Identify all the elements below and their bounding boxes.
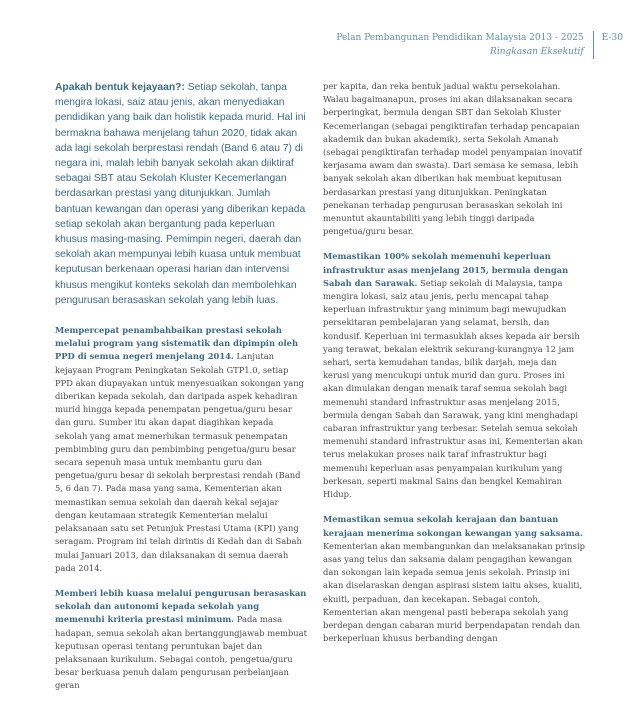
- paragraph-accelerate-school-improvement: [55, 324, 307, 575]
- paragraph-text: Kementerian akan membangunkan dan melaksanakan prinsip asas yang telus dan saksama dalam pengagihan kewangan dan sokongan lain kepada semua jenis sekolah. Prinsip ini akan diselaraskan dengan aspirasi sistem iaitu akses, kualiti, ekuiti, perpaduan, dan kecekapan. Sebagai contoh, Kementerian akan mengenal pasti beberapa sekolah yang berdepan dengan cabaran murid berpendapatan rendah dan berkeperluan khusus berbanding dengan: [323, 540, 585, 644]
- intro-heading: Apakah bentuk kejayaan?:: [55, 82, 185, 93]
- paragraph-equitable-funding: [323, 513, 585, 645]
- paragraph-lead: Memastikan semua sekolah kerajaan dan bantuan kerajaan menerima sokongan kewangan yang saksama.: [323, 514, 583, 538]
- paragraph-lead: Memastikan 100% sekolah memenuhi keperluan infrastruktur asas menjelang 2015, bermula dengan Sabah dan Sarawak.: [323, 251, 569, 288]
- paragraph-text: Pada masa hadapan, semua sekolah akan bertanggungjawab membuat keputusan operasi tentang peruntukan bajet dan pelaksanaan kurikulum. Sebagai contoh, pengetua/guru besar berkuasa penuh dalam pengurusan perbelanjaan geran: [55, 614, 308, 691]
- paragraph-school-based-management: [55, 587, 307, 693]
- paragraph-lead: Memberi lebih kuasa melalui pengurusan berasaskan sekolah dan autonomi kepada sekolah yang memenuhi kriteria prestasi minimum.: [55, 587, 307, 625]
- paragraph-text: Setiap sekolah di Malaysia, tanpa mengira lokasi, saiz atau jenis, perlu mencapai tahap keperluan infrastruktur yang minimum bagi mewujudkan persekitaran pembelajaran yang selamat, bersih, dan kondusif. Keperluan ini termasuklah akses kepada air bersih yang terawat, bekalan elektrik sekurang-kurangnya 12 jam sehari, serta kemudahan tandas, bilik darjah, meja dan kerusi yang mencukupi untuk murid dan guru. Proses ini akan dimulakan dengan menaik taraf semua sekolah bagi memenuhi standard infrastruktur asas menjelang 2015, bermula dengan Sabah dan Sarawak, yang kini menghadapi cabaran infrastruktur yang terbesar. Setelah semua sekolah memenuhi standard infrastruktur asas ini, Kementerian akan terus melakukan proses naik taraf infrastruktur bagi memenuhi keperluan asas penyampaian kurikulum yang berkesan, seperti makmal Sains dan bengkel Kemahiran Hidup.: [323, 277, 583, 500]
- right-column: [323, 80, 585, 657]
- header-text: [336, 31, 592, 59]
- paragraph-text: Lanjutan kejayaan Program Peningkatan Sekolah GTP1.0, setiap PPD akan diupayakan untuk menyesuaikan sokongan yang diberikan kepada sekolah, dan daripada aspek kehadiran murid hingga kepada penempatan pengetua/guru besar dan guru. Sumber itu akan dapat diagihkan kepada sekolah yang amat memerlukan termasuk penempatan pembimbing guru dan pembimbing pengetua/guru besar secara sepenuh masa untuk membantu guru dan pengetua/guru besar di sekolah berprestasi rendah (Band 5, 6 dan 7). Pada masa yang sama, Kementerian akan memastikan semua sekolah dan daerah kekal sejajar dengan keutamaan strategik Kementerian melalui pelaksanaan satu set Petunjuk Prestasi Utama (KPI) yang seragam. Program ini telah dirintis di Kedah dan di Sabah mulai Januari 2013, dan dilaksanakan di semua daerah pada 2014.: [55, 351, 304, 573]
- paragraph-text: per kapita, dan reka bentuk jadual waktu persekolahan. Walau bagaimanapun, proses ini akan dilaksanakan secara berperingkat, bermula dengan SBT dan Sekolah Kluster Kecemerlangan (sebagai pengiktirafan terhadap pencapaian akademik dan bukan akademik), serta Sekolah Amanah (sebagai pengiktirafan terhadap model penyampaian inovatif kerjasama awam dan swasta). Dari semasa ke semasa, lebih banyak sekolah akan diberikan hak membuat keputusan berdasarkan prestasi yang ditunjukkan. Peningkatan penekanan terhadap pengurusan berasaskan sekolah ini menuntut akauntabiliti yang lebih tinggi daripada pengetua/guru besar.: [323, 81, 582, 237]
- paragraph-lead: Mempercepat penambahbaikan prestasi sekolah melalui program yang sistematik dan dipimpin oleh PPD di semua negeri menjelang 2014.: [55, 325, 299, 362]
- paragraph-continuation: [323, 80, 585, 238]
- page-header: [336, 31, 623, 59]
- paragraph-basic-infrastructure: [323, 250, 585, 501]
- intro-text: Setiap sekolah, tanpa mengira lokasi, saiz atau jenis, akan menyediakan pendidikan yang baik dan holistik kepada murid. Hal ini bermakna bahawa menjelang tahun 2020, tidak akan ada lagi sekolah berprestasi rendah (Band 6 atau 7) di negara ini, malah lebih banyak sekolah akan diiktiraf sebagai SBT atau Sekolah Kluster Kecemerlangan berdasarkan prestasi yang ditunjukkan. Jumlah bantuan kewangan dan operasi yang diberikan kepada setiap sekolah akan bergantung pada keperluan khusus masing-masing. Pemimpin negeri, daerah dan sekolah akan mempunyai lebih kuasa untuk membuat keputusan berkenaan operasi harian dan intervensi khusus mengikut konteks sekolah dan membolehkan pengurusan berasaskan sekolah yang lebih luas.: [55, 82, 306, 306]
- header-subtitle: Ringkasan Eksekutif: [490, 47, 584, 57]
- page-number: E-30: [601, 33, 623, 43]
- header-title: Pelan Pembangunan Pendidikan Malaysia 2013 - 2025: [336, 33, 584, 43]
- left-column: [55, 80, 307, 705]
- intro-paragraph: [55, 80, 307, 308]
